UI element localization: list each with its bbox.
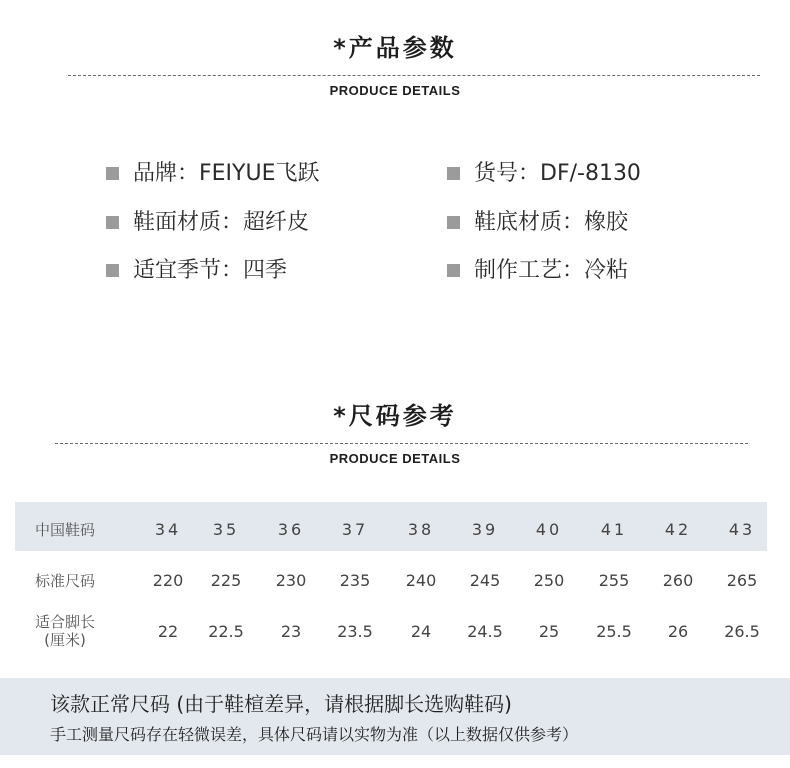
param-brand-text: 品牌：FEIYUE飞跃 — [133, 161, 320, 186]
table-cell: 23 — [280, 622, 302, 641]
table-cell: 25.5 — [596, 622, 632, 641]
table-cell: 36 — [277, 520, 305, 539]
param-sole-material — [447, 205, 628, 236]
param-season — [106, 253, 287, 284]
product-params-title: *产品参数 — [333, 34, 457, 62]
row-label-foot-length-line1: 适合脚长 — [34, 613, 95, 631]
size-reference-title: *尺码参考 — [333, 402, 457, 430]
row-label-foot-length — [15, 613, 115, 649]
param-item-number-text: 货号：DF/-8130 — [474, 161, 641, 186]
table-cell: 25 — [538, 622, 560, 641]
table-cell: 225 — [210, 571, 242, 590]
table-cell: 35 — [212, 520, 240, 539]
table-cell: 245 — [469, 571, 501, 590]
table-cell: 255 — [598, 571, 630, 590]
table-cell: 22.5 — [208, 622, 244, 641]
measurement-disclaimer: 手工测量尺码存在轻微误差，具体尺码请以实物为准（以上数据仅供参考） — [50, 725, 579, 744]
size-advice-note: 该款正常尺码 (由于鞋楦差异，请根据脚长选购鞋码) — [50, 692, 512, 716]
table-cell: 41 — [600, 520, 628, 539]
table-cell: 22 — [157, 622, 179, 641]
param-craft-text: 制作工艺：冷粘 — [474, 258, 629, 283]
table-cell: 39 — [471, 520, 499, 539]
square-bullet-icon — [447, 167, 460, 180]
dashed-divider — [68, 75, 760, 76]
table-cell: 230 — [275, 571, 307, 590]
param-item-number — [447, 156, 641, 187]
row-label-standard-size: 标准尺码 — [34, 572, 95, 590]
row-label-foot-length-unit: (厘米) — [44, 631, 86, 649]
square-bullet-icon — [106, 216, 119, 229]
table-cell: 38 — [407, 520, 435, 539]
table-cell: 220 — [152, 571, 184, 590]
product-params-subtitle: PRODUCE DETAILS — [329, 83, 461, 98]
param-upper-material-text: 鞋面材质：超纤皮 — [133, 210, 310, 235]
table-cell: 34 — [154, 520, 182, 539]
table-cell: 24 — [410, 622, 432, 641]
param-sole-material-text: 鞋底材质：橡胶 — [474, 210, 629, 235]
table-cell: 260 — [662, 571, 694, 590]
param-craft — [447, 253, 628, 284]
square-bullet-icon — [106, 167, 119, 180]
table-cell: 37 — [341, 520, 369, 539]
table-cell: 42 — [664, 520, 692, 539]
table-cell: 26 — [667, 622, 689, 641]
square-bullet-icon — [447, 216, 460, 229]
table-cell: 24.5 — [467, 622, 503, 641]
table-cell: 26.5 — [724, 622, 760, 641]
dashed-divider — [55, 443, 748, 444]
size-reference-subtitle: PRODUCE DETAILS — [329, 451, 461, 466]
param-brand — [106, 156, 320, 187]
row-label-china-size: 中国鞋码 — [34, 521, 95, 539]
table-cell: 40 — [535, 520, 563, 539]
square-bullet-icon — [106, 264, 119, 277]
table-cell: 23.5 — [337, 622, 373, 641]
param-season-text: 适宜季节：四季 — [133, 258, 288, 283]
table-cell: 250 — [533, 571, 565, 590]
param-upper-material — [106, 205, 309, 236]
square-bullet-icon — [447, 264, 460, 277]
table-cell: 235 — [339, 571, 371, 590]
table-cell: 240 — [405, 571, 437, 590]
table-cell: 265 — [726, 571, 758, 590]
table-cell: 43 — [728, 520, 756, 539]
